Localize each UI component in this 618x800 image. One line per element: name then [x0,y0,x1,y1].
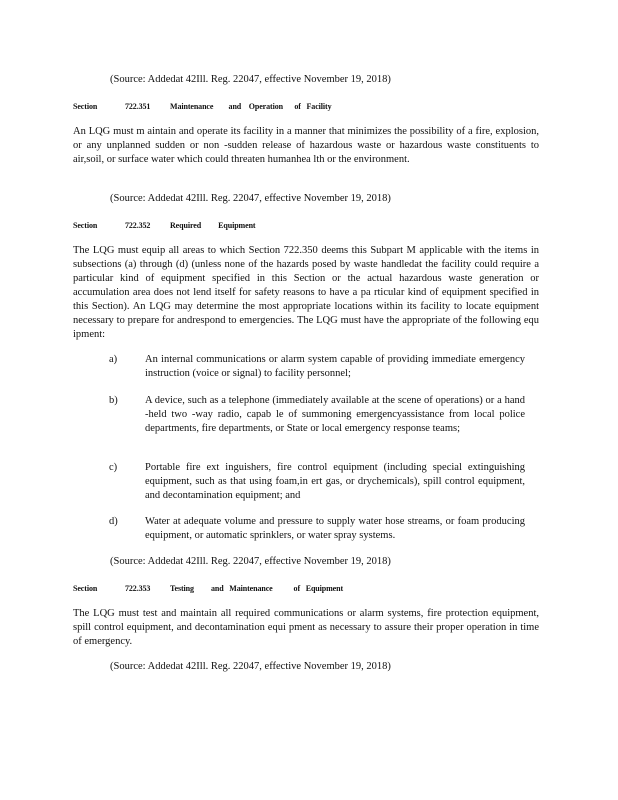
source-note: (Source: Addedat 42Ill. Reg. 22047, effective November 19, 2018) [110,556,391,567]
section-heading-722-353 [73,583,343,594]
section-heading-722-351 [73,101,331,112]
section-label: Section [73,102,98,111]
list-item-letter: d) [109,516,118,527]
list-item-letter: b) [109,395,118,406]
section-number: 722.352 [125,221,151,230]
section-title: Testing and Maintenance of Equipment [170,584,344,593]
section-number: 722.351 [125,102,151,111]
section-number: 722.353 [125,584,151,593]
list-item-text: A device, such as a telephone (immediately available at the scene of operations) or a hand -held two -way radio, capab le of summoning emergencyassistance from local police departments, fire departments, or State or local emergency response teams; [145,395,525,434]
list-item-letter: a) [109,354,118,365]
source-note: (Source: Addedat 42Ill. Reg. 22047, effective November 19, 2018) [110,661,391,672]
list-item-letter: c) [109,462,118,473]
section-722-351-body: An LQG must m aintain and operate its facility in a manner that minimizes the possibility of a fire, explosion, or any unplanned sudden or non -sudden release of hazardous waste or hazardous waste constituents to air,soil, or surface water which could threaten humanhea lth or the environment. [73,126,539,165]
list-item-text: An internal communications or alarm system capable of providing immediate emergency instruction (voice or signal) to facility personnel; [145,354,525,379]
source-note: (Source: Addedat 42Ill. Reg. 22047, effective November 19, 2018) [110,74,391,85]
list-item-text: Water at adequate volume and pressure to supply water hose streams, or foam producing equipment, or automatic sprinklers, or water spray systems. [145,516,525,541]
section-label: Section [73,584,98,593]
section-722-353-body: The LQG must test and maintain all required communications or alarm systems, fire protection equipment, spill control equipment, and decontamination equi pment as necessary to assure their proper operation in time of emergency. [73,608,539,647]
section-heading-722-352 [73,220,256,231]
source-note: (Source: Addedat 42Ill. Reg. 22047, effective November 19, 2018) [110,193,391,204]
section-title: Required Equipment [170,221,256,230]
list-item-text: Portable fire ext inguishers, fire control equipment (including special extinguishing equipment, such as that using foam,in ert gas, or drychemicals), spill control equipment, and decontamination equipment; and [145,462,525,501]
section-722-352-body: The LQG must equip all areas to which Section 722.350 deems this Subpart M applicable with the items in subsections (a) through (d) (unless none of the hazards posed by waste handledat the facility could require a particular kind of equipment specified in this Section or the actual hazardous waste generation or accumulation area does not lend itself for safety reasons to have a pa rticular kind of equipment specified in this Section). An LQG may determine the most appropriate locations within its facility to locate equipment necessary to prepare for andrespond to emergencies. The LQG must have the appropriate of the following equ ipment: [73,245,539,340]
section-label: Section [73,221,98,230]
section-title: Maintenance and Operation of Facility [170,102,332,111]
